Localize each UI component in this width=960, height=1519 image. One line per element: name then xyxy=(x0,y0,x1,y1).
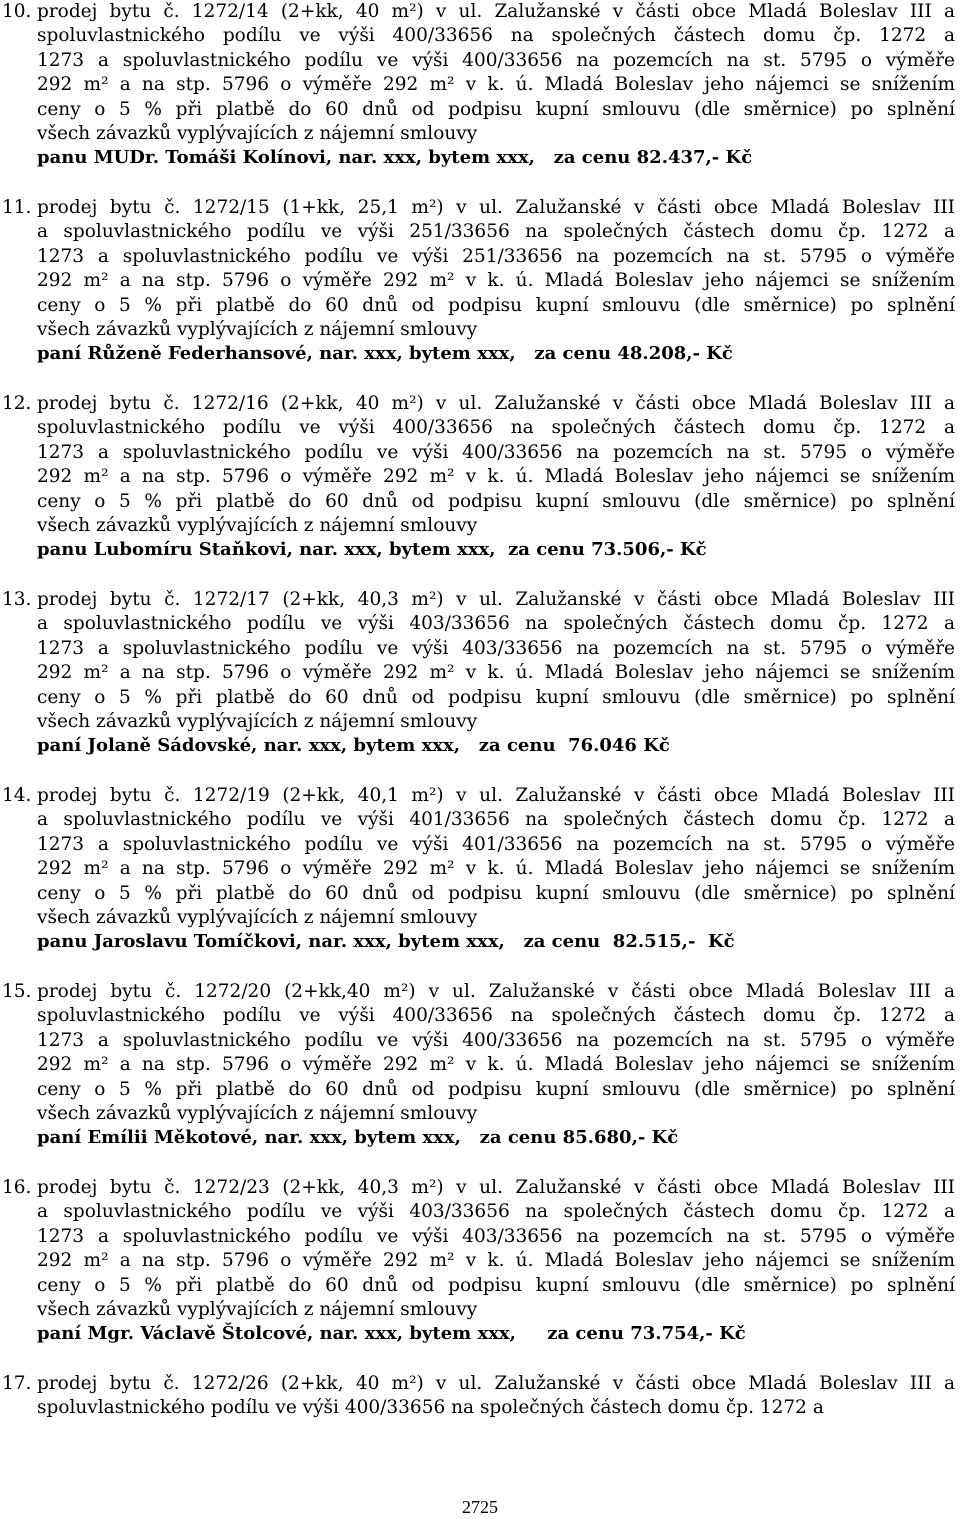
item-number: 17. xyxy=(2,1373,32,1394)
item-text-line: prodej bytu č. 1272/20 (2+kk,40 m²) v ul. Zalužanské v části obce Mladá Boleslav III a xyxy=(37,981,955,1002)
item-text-line: ceny o 5 % při platbě do 60 dnů od podpisu kupní smlouvu (dle směrnice) po splnění xyxy=(37,98,955,120)
item-text-line: všech závazků vyplývajících z nájemní smlouvy xyxy=(37,123,478,144)
item-text-line: spoluvlastnického podílu ve výši 400/33656 na společných částech domu čp. 1272 a xyxy=(37,417,955,439)
item-text-line: prodej bytu č. 1272/23 (2+kk, 40,3 m²) v ul. Zalužanské v části obce Mladá Boleslav III xyxy=(37,1177,955,1198)
item-buyer-price: paní Emílii Měkotové, nar. xxx, bytem xxx, za cenu 85.680,- Kč xyxy=(37,1127,679,1149)
item-text-line: všech závazků vyplývajících z nájemní smlouvy xyxy=(37,907,478,928)
item-text-line: 1273 a spoluvlastnického podílu ve výši 400/33656 na pozemcích na st. 5795 o výměře xyxy=(37,49,955,71)
item-buyer-price: panu Jaroslavu Tomíčkovi, nar. xxx, bytem xxx, za cenu 82.515,- Kč xyxy=(37,931,735,953)
item-buyer-price: paní Růženě Federhansové, nar. xxx, bytem xxx, za cenu 48.208,- Kč xyxy=(37,343,733,365)
item-text-line: 292 m² a na stp. 5796 o výměře 292 m² v k. ú. Mladá Boleslav jeho nájemci se snížením xyxy=(37,858,955,880)
item-text-line: spoluvlastnického podílu ve výši 400/33656 na společných částech domu čp. 1272 a xyxy=(37,1005,955,1027)
item-buyer-price: panu MUDr. Tomáši Kolínovi, nar. xxx, bytem xxx, za cenu 82.437,- Kč xyxy=(37,147,753,169)
item-text-line: 1273 a spoluvlastnického podílu ve výši 400/33656 na pozemcích na st. 5795 o výměře xyxy=(37,441,955,463)
item-number: 12. xyxy=(2,393,32,414)
item-text-line: a spoluvlastnického podílu ve výši 403/33656 na společných částech domu čp. 1272 a xyxy=(37,1201,955,1223)
item-text-line: 292 m² a na stp. 5796 o výměře 292 m² v k. ú. Mladá Boleslav jeho nájemci se snížením xyxy=(37,270,955,292)
item-buyer-price: paní Jolaně Sádovské, nar. xxx, bytem xxx, za cenu 76.046 Kč xyxy=(37,735,670,757)
item-text-line: všech závazků vyplývajících z nájemní smlouvy xyxy=(37,1299,478,1320)
item-text-line: 1273 a spoluvlastnického podílu ve výši 403/33656 na pozemcích na st. 5795 o výměře xyxy=(37,1225,955,1247)
item-text-line: 292 m² a na stp. 5796 o výměře 292 m² v k. ú. Mladá Boleslav jeho nájemci se snížením xyxy=(37,1250,955,1272)
item-text-line: 1273 a spoluvlastnického podílu ve výši 403/33656 na pozemcích na st. 5795 o výměře xyxy=(37,637,955,659)
item-text-line: 1273 a spoluvlastnického podílu ve výši 400/33656 na pozemcích na st. 5795 o výměře xyxy=(37,1029,955,1051)
item-text-line: 292 m² a na stp. 5796 o výměře 292 m² v k. ú. Mladá Boleslav jeho nájemci se snížením xyxy=(37,1054,955,1076)
page-number: 2725 xyxy=(462,1497,498,1517)
item-text-line: a spoluvlastnického podílu ve výši 401/33656 na společných částech domu čp. 1272 a xyxy=(37,809,955,831)
item-text-line: všech závazků vyplývajících z nájemní smlouvy xyxy=(37,515,478,536)
item-text-line: ceny o 5 % při platbě do 60 dnů od podpisu kupní smlouvu (dle směrnice) po splnění xyxy=(37,490,955,512)
item-text-line: ceny o 5 % při platbě do 60 dnů od podpisu kupní smlouvu (dle směrnice) po splnění xyxy=(37,686,955,708)
item-text-line: prodej bytu č. 1272/15 (1+kk, 25,1 m²) v ul. Zalužanské v části obce Mladá Boleslav III xyxy=(37,197,955,218)
item-text-line: prodej bytu č. 1272/19 (2+kk, 40,1 m²) v ul. Zalužanské v části obce Mladá Boleslav III xyxy=(37,785,955,806)
item-buyer-price: panu Lubomíru Staňkovi, nar. xxx, bytem xxx, za cenu 73.506,- Kč xyxy=(37,539,707,561)
item-text-line: 1273 a spoluvlastnického podílu ve výši 251/33656 na pozemcích na st. 5795 o výměře xyxy=(37,245,955,267)
item-text-line: prodej bytu č. 1272/14 (2+kk, 40 m²) v ul. Zalužanské v části obce Mladá Boleslav III a xyxy=(37,1,955,22)
item-text-line: a spoluvlastnického podílu ve výši 251/33656 na společných částech domu čp. 1272 a xyxy=(37,221,955,243)
item-text-line: prodej bytu č. 1272/16 (2+kk, 40 m²) v ul. Zalužanské v části obce Mladá Boleslav III a xyxy=(37,393,955,414)
item-number: 13. xyxy=(2,589,32,610)
item-text-line: spoluvlastnického podílu ve výši 400/33656 na společných částech domu čp. 1272 a xyxy=(37,1397,824,1419)
item-text-line: prodej bytu č. 1272/17 (2+kk, 40,3 m²) v ul. Zalužanské v části obce Mladá Boleslav III xyxy=(37,589,955,610)
item-text-line: ceny o 5 % při platbě do 60 dnů od podpisu kupní smlouvu (dle směrnice) po splnění xyxy=(37,1274,955,1296)
item-number: 11. xyxy=(2,197,32,218)
item-text-line: spoluvlastnického podílu ve výši 400/33656 na společných částech domu čp. 1272 a xyxy=(37,25,955,47)
item-text-line: všech závazků vyplývajících z nájemní smlouvy xyxy=(37,319,478,340)
item-text-line: ceny o 5 % při platbě do 60 dnů od podpisu kupní smlouvu (dle směrnice) po splnění xyxy=(37,1078,955,1100)
item-text-line: ceny o 5 % při platbě do 60 dnů od podpisu kupní smlouvu (dle směrnice) po splnění xyxy=(37,294,955,316)
item-number: 10. xyxy=(2,1,32,22)
item-number: 14. xyxy=(2,785,32,806)
item-buyer-price: paní Mgr. Václavě Štolcové, nar. xxx, bytem xxx, za cenu 73.754,- Kč xyxy=(37,1323,746,1345)
item-text-line: a spoluvlastnického podílu ve výši 403/33656 na společných částech domu čp. 1272 a xyxy=(37,613,955,635)
item-text-line: prodej bytu č. 1272/26 (2+kk, 40 m²) v ul. Zalužanské v části obce Mladá Boleslav III a xyxy=(37,1373,955,1394)
item-text-line: všech závazků vyplývajících z nájemní smlouvy xyxy=(37,1103,478,1124)
item-text-line: 292 m² a na stp. 5796 o výměře 292 m² v k. ú. Mladá Boleslav jeho nájemci se snížením xyxy=(37,466,955,488)
item-number: 16. xyxy=(2,1177,32,1198)
item-text-line: 1273 a spoluvlastnického podílu ve výši 401/33656 na pozemcích na st. 5795 o výměře xyxy=(37,833,955,855)
item-number: 15. xyxy=(2,981,32,1002)
item-text-line: 292 m² a na stp. 5796 o výměře 292 m² v k. ú. Mladá Boleslav jeho nájemci se snížením xyxy=(37,662,955,684)
item-text-line: všech závazků vyplývajících z nájemní smlouvy xyxy=(37,711,478,732)
item-text-line: 292 m² a na stp. 5796 o výměře 292 m² v k. ú. Mladá Boleslav jeho nájemci se snížením xyxy=(37,74,955,96)
item-text-line: ceny o 5 % při platbě do 60 dnů od podpisu kupní smlouvu (dle směrnice) po splnění xyxy=(37,882,955,904)
